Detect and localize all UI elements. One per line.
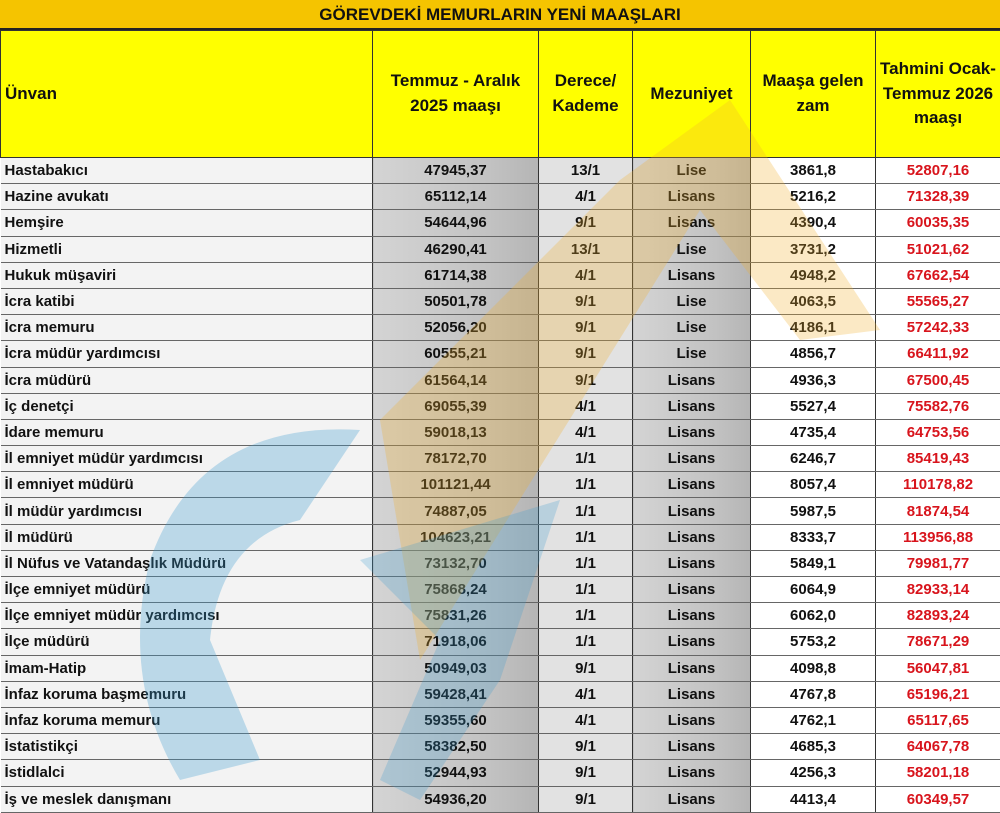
- cell-forecast-salary: 64067,78: [876, 734, 1000, 760]
- cell-forecast-salary: 57242,33: [876, 315, 1000, 341]
- cell-current-salary: 52944,93: [373, 760, 539, 786]
- table-row: [1, 184, 1000, 210]
- cell-title: İstatistikçi: [1, 734, 373, 760]
- cell-education: Lisans: [633, 184, 751, 210]
- cell-grade: 9/1: [539, 734, 633, 760]
- cell-forecast-salary: 79981,77: [876, 550, 1000, 576]
- cell-forecast-salary: 52807,16: [876, 158, 1000, 184]
- cell-title: İstidlalci: [1, 760, 373, 786]
- cell-title: İcra katibi: [1, 288, 373, 314]
- cell-education: Lisans: [633, 707, 751, 733]
- cell-raise: 4762,1: [751, 707, 876, 733]
- cell-grade: 13/1: [539, 236, 633, 262]
- cell-forecast-salary: 113956,88: [876, 524, 1000, 550]
- cell-education: Lisans: [633, 603, 751, 629]
- cell-current-salary: 54644,96: [373, 210, 539, 236]
- cell-education: Lisans: [633, 419, 751, 445]
- cell-current-salary: 58382,50: [373, 734, 539, 760]
- cell-raise: 8333,7: [751, 524, 876, 550]
- cell-grade: 4/1: [539, 184, 633, 210]
- cell-forecast-salary: 65196,21: [876, 681, 1000, 707]
- table-row: [1, 315, 1000, 341]
- cell-title: İl Nüfus ve Vatandaşlık Müdürü: [1, 550, 373, 576]
- cell-forecast-salary: 67500,45: [876, 367, 1000, 393]
- cell-grade: 4/1: [539, 707, 633, 733]
- cell-raise: 6246,7: [751, 446, 876, 472]
- cell-title: İlçe müdürü: [1, 629, 373, 655]
- cell-education: Lisans: [633, 786, 751, 812]
- cell-forecast-salary: 82893,24: [876, 603, 1000, 629]
- cell-education: Lisans: [633, 446, 751, 472]
- cell-title: Hizmetli: [1, 236, 373, 262]
- cell-title: İnfaz koruma başmemuru: [1, 681, 373, 707]
- table-row: [1, 262, 1000, 288]
- cell-current-salary: 65112,14: [373, 184, 539, 210]
- cell-forecast-salary: 65117,65: [876, 707, 1000, 733]
- cell-current-salary: 46290,41: [373, 236, 539, 262]
- table-row: [1, 707, 1000, 733]
- cell-grade: 9/1: [539, 315, 633, 341]
- cell-forecast-salary: 64753,56: [876, 419, 1000, 445]
- cell-raise: 6062,0: [751, 603, 876, 629]
- cell-education: Lisans: [633, 367, 751, 393]
- cell-grade: 1/1: [539, 629, 633, 655]
- cell-title: İcra müdür yardımcısı: [1, 341, 373, 367]
- cell-education: Lisans: [633, 262, 751, 288]
- cell-current-salary: 104623,21: [373, 524, 539, 550]
- cell-education: Lisans: [633, 655, 751, 681]
- cell-current-salary: 59018,13: [373, 419, 539, 445]
- cell-title: İl emniyet müdür yardımcısı: [1, 446, 373, 472]
- cell-forecast-salary: 81874,54: [876, 498, 1000, 524]
- cell-raise: 5987,5: [751, 498, 876, 524]
- cell-education: Lise: [633, 341, 751, 367]
- cell-title: Hazine avukatı: [1, 184, 373, 210]
- cell-forecast-salary: 110178,82: [876, 472, 1000, 498]
- cell-grade: 4/1: [539, 419, 633, 445]
- cell-education: Lisans: [633, 577, 751, 603]
- cell-education: Lisans: [633, 393, 751, 419]
- table-row: [1, 210, 1000, 236]
- table-row: [1, 603, 1000, 629]
- cell-raise: 8057,4: [751, 472, 876, 498]
- cell-current-salary: 50949,03: [373, 655, 539, 681]
- cell-raise: 5849,1: [751, 550, 876, 576]
- header-row: [1, 31, 1000, 158]
- cell-raise: 5527,4: [751, 393, 876, 419]
- cell-grade: 1/1: [539, 550, 633, 576]
- table-row: [1, 629, 1000, 655]
- cell-raise: 4936,3: [751, 367, 876, 393]
- cell-education: Lisans: [633, 734, 751, 760]
- cell-raise: 4186,1: [751, 315, 876, 341]
- table-row: [1, 419, 1000, 445]
- header-current-salary: Temmuz - Aralık 2025 maaşı: [373, 31, 539, 158]
- cell-grade: 9/1: [539, 367, 633, 393]
- cell-grade: 1/1: [539, 524, 633, 550]
- cell-current-salary: 50501,78: [373, 288, 539, 314]
- cell-current-salary: 47945,37: [373, 158, 539, 184]
- cell-title: İdare memuru: [1, 419, 373, 445]
- table-row: [1, 681, 1000, 707]
- cell-education: Lisans: [633, 681, 751, 707]
- table-row: [1, 393, 1000, 419]
- cell-raise: 4098,8: [751, 655, 876, 681]
- cell-grade: 9/1: [539, 760, 633, 786]
- cell-forecast-salary: 75582,76: [876, 393, 1000, 419]
- cell-forecast-salary: 82933,14: [876, 577, 1000, 603]
- cell-grade: 9/1: [539, 288, 633, 314]
- cell-grade: 9/1: [539, 210, 633, 236]
- cell-raise: 4856,7: [751, 341, 876, 367]
- cell-title: Hemşire: [1, 210, 373, 236]
- cell-raise: 4413,4: [751, 786, 876, 812]
- table-row: [1, 367, 1000, 393]
- cell-education: Lise: [633, 288, 751, 314]
- cell-title: İş ve meslek danışmanı: [1, 786, 373, 812]
- table-row: [1, 786, 1000, 812]
- cell-title: İç denetçi: [1, 393, 373, 419]
- header-education: Mezuniyet: [633, 31, 751, 158]
- cell-grade: 4/1: [539, 262, 633, 288]
- cell-title: İcra müdürü: [1, 367, 373, 393]
- cell-raise: 4390,4: [751, 210, 876, 236]
- cell-forecast-salary: 58201,18: [876, 760, 1000, 786]
- cell-forecast-salary: 67662,54: [876, 262, 1000, 288]
- cell-education: Lisans: [633, 629, 751, 655]
- cell-education: Lisans: [633, 210, 751, 236]
- table-row: [1, 288, 1000, 314]
- table-row: [1, 341, 1000, 367]
- cell-title: İmam-Hatip: [1, 655, 373, 681]
- cell-grade: 13/1: [539, 158, 633, 184]
- cell-forecast-salary: 51021,62: [876, 236, 1000, 262]
- cell-education: Lise: [633, 315, 751, 341]
- table-row: [1, 760, 1000, 786]
- cell-forecast-salary: 85419,43: [876, 446, 1000, 472]
- table-row: [1, 734, 1000, 760]
- cell-title: İlçe emniyet müdürü: [1, 577, 373, 603]
- cell-forecast-salary: 60349,57: [876, 786, 1000, 812]
- cell-current-salary: 54936,20: [373, 786, 539, 812]
- cell-raise: 3861,8: [751, 158, 876, 184]
- cell-forecast-salary: 71328,39: [876, 184, 1000, 210]
- cell-forecast-salary: 66411,92: [876, 341, 1000, 367]
- cell-raise: 4948,2: [751, 262, 876, 288]
- table-row: [1, 236, 1000, 262]
- cell-forecast-salary: 60035,35: [876, 210, 1000, 236]
- cell-raise: 5216,2: [751, 184, 876, 210]
- cell-forecast-salary: 78671,29: [876, 629, 1000, 655]
- header-title: Ünvan: [1, 31, 373, 158]
- cell-grade: 4/1: [539, 681, 633, 707]
- header-forecast-salary: Tahmini Ocak-Temmuz 2026 maaşı: [876, 31, 1000, 158]
- cell-grade: 4/1: [539, 393, 633, 419]
- cell-current-salary: 61714,38: [373, 262, 539, 288]
- header-raise: Maaşa gelen zam: [751, 31, 876, 158]
- cell-title: İl emniyet müdürü: [1, 472, 373, 498]
- cell-title: İnfaz koruma memuru: [1, 707, 373, 733]
- cell-education: Lisans: [633, 472, 751, 498]
- cell-grade: 1/1: [539, 446, 633, 472]
- cell-title: İl müdürü: [1, 524, 373, 550]
- cell-grade: 1/1: [539, 577, 633, 603]
- cell-grade: 9/1: [539, 655, 633, 681]
- cell-raise: 4735,4: [751, 419, 876, 445]
- cell-title: Hastabakıcı: [1, 158, 373, 184]
- salary-table: [0, 30, 1000, 813]
- cell-current-salary: 101121,44: [373, 472, 539, 498]
- cell-current-salary: 78172,70: [373, 446, 539, 472]
- table-row: [1, 577, 1000, 603]
- cell-raise: 4685,3: [751, 734, 876, 760]
- cell-title: İlçe emniyet müdür yardımcısı: [1, 603, 373, 629]
- table-title: GÖREVDEKİ MEMURLARIN YENİ MAAŞLARI: [0, 0, 1000, 30]
- cell-grade: 1/1: [539, 498, 633, 524]
- cell-title: İl müdür yardımcısı: [1, 498, 373, 524]
- cell-current-salary: 52056,20: [373, 315, 539, 341]
- cell-current-salary: 60555,21: [373, 341, 539, 367]
- cell-title: İcra memuru: [1, 315, 373, 341]
- cell-forecast-salary: 56047,81: [876, 655, 1000, 681]
- table-row: [1, 655, 1000, 681]
- table-row: [1, 158, 1000, 184]
- cell-education: Lisans: [633, 760, 751, 786]
- table-row: [1, 524, 1000, 550]
- cell-education: Lisans: [633, 498, 751, 524]
- cell-raise: 4256,3: [751, 760, 876, 786]
- cell-current-salary: 73132,70: [373, 550, 539, 576]
- table-row: [1, 446, 1000, 472]
- table-row: [1, 498, 1000, 524]
- cell-current-salary: 75831,26: [373, 603, 539, 629]
- cell-grade: 1/1: [539, 472, 633, 498]
- cell-education: Lise: [633, 158, 751, 184]
- table-row: [1, 550, 1000, 576]
- cell-raise: 3731,2: [751, 236, 876, 262]
- cell-current-salary: 69055,39: [373, 393, 539, 419]
- cell-raise: 6064,9: [751, 577, 876, 603]
- cell-current-salary: 59355,60: [373, 707, 539, 733]
- cell-grade: 9/1: [539, 341, 633, 367]
- cell-raise: 5753,2: [751, 629, 876, 655]
- cell-grade: 9/1: [539, 786, 633, 812]
- cell-raise: 4063,5: [751, 288, 876, 314]
- cell-current-salary: 74887,05: [373, 498, 539, 524]
- cell-current-salary: 61564,14: [373, 367, 539, 393]
- cell-education: Lisans: [633, 550, 751, 576]
- cell-current-salary: 59428,41: [373, 681, 539, 707]
- header-grade: Derece/ Kademe: [539, 31, 633, 158]
- cell-title: Hukuk müşaviri: [1, 262, 373, 288]
- cell-forecast-salary: 55565,27: [876, 288, 1000, 314]
- cell-education: Lisans: [633, 524, 751, 550]
- cell-current-salary: 71918,06: [373, 629, 539, 655]
- cell-grade: 1/1: [539, 603, 633, 629]
- table-row: [1, 472, 1000, 498]
- cell-raise: 4767,8: [751, 681, 876, 707]
- cell-current-salary: 75868,24: [373, 577, 539, 603]
- cell-education: Lise: [633, 236, 751, 262]
